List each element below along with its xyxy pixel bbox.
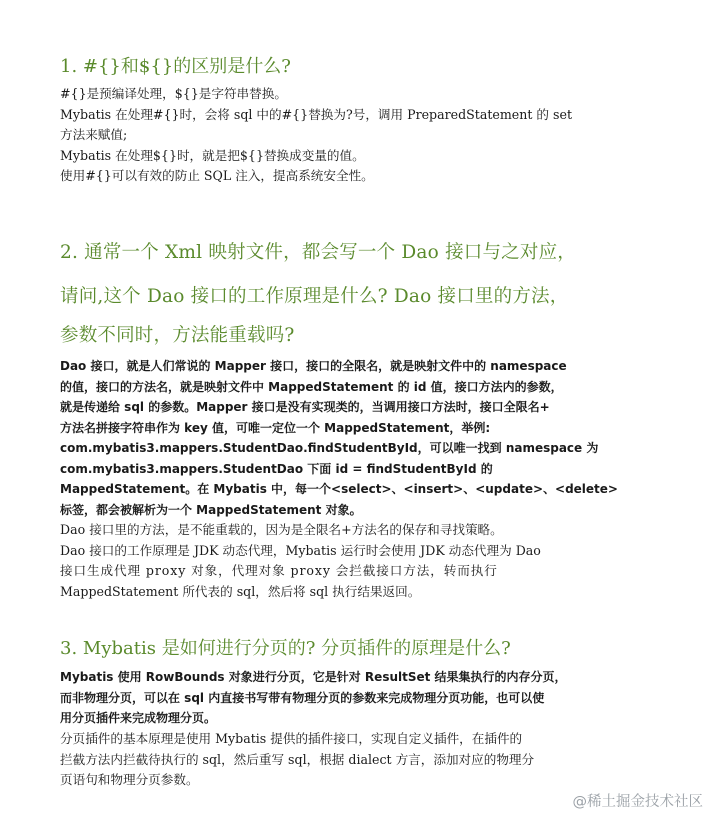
section-2-heading-line: 请问,这个 Dao 接口的工作原理是什么? Dao 接口里的方法， (60, 286, 569, 307)
section-2-line: Dao 接口的工作原理是 JDK 动态代理，Mybatis 运行时会使用 JDK 动态代理为 Dao (60, 542, 541, 558)
section-3-line: 页语句和物理分页参数。 (60, 772, 199, 787)
section-2-heading-line: 参数不同时，方法能重载吗? (60, 325, 295, 346)
section-2-bold-line: com.mybatis3.mappers.StudentDao.findStudentById，可以唯一找到 namespace 为 (60, 441, 599, 455)
section-1-line: 使用#{}可以有效的防止 SQL 注入，提高系统安全性。 (60, 168, 374, 183)
section-2-heading-line: 2. 通常一个 Xml 映射文件，都会写一个 Dao 接口与之对应， (60, 242, 576, 263)
section-2-bold-line: 标签，都会被解析为一个 MappedStatement 对象。 (60, 502, 362, 517)
section-2-bold-line: 就是传递给 sql 的参数。Mapper 接口是没有实现类的，当调用接口方法时，接口全限名+ (60, 400, 550, 414)
section-1-line: Mybatis 在处理${}时，就是把${}替换成变量的值。 (60, 147, 365, 163)
section-2-line: MappedStatement 所代表的 sql，然后将 sql 执行结果返回。 (60, 583, 421, 599)
section-1-line: 方法来赋值; (60, 127, 128, 142)
section-2-bold-line: com.mybatis3.mappers.StudentDao 下面 id = findStudentById 的 (60, 461, 493, 476)
section-3-line: 分页插件的基本原理是使用 Mybatis 提供的插件接口，实现自定义插件，在插件的 (60, 731, 523, 746)
watermark: @稀土掘金技术社区 (572, 794, 703, 810)
section-3-bold-line: Mybatis 使用 RowBounds 对象进行分页，它是针对 ResultSet 结果集执行的内存分页， (60, 670, 567, 684)
section-3-heading: 3. Mybatis 是如何进行分页的? 分页插件的原理是什么? (60, 638, 511, 659)
section-2-bold-line: Dao 接口，就是人们常说的 Mapper 接口，接口的全限名，就是映射文件中的 namespace (60, 359, 567, 373)
section-3-line: 拦截方法内拦截待执行的 sql，然后重写 sql，根据 dialect 方言，添加对应的物理分 (60, 751, 535, 767)
section-3-bold-line: 用分页插件来完成物理分页。 (60, 711, 217, 725)
section-2-bold-line: MappedStatement。在 Mybatis 中，每一个<select>、<insert>、<update>、<delete> (60, 482, 618, 496)
section-1-heading: 1. #{}和${}的区别是什么? (60, 56, 291, 77)
section-2-line: 接口生成代理 proxy 对象，代理对象 proxy 会拦截接口方法，转而执行 (60, 563, 498, 578)
section-2-line: Dao 接口里的方法，是不能重载的，因为是全限名+方法名的保存和寻找策略。 (60, 522, 503, 537)
section-3-bold-line: 而非物理分页，可以在 sql 内直接书写带有物理分页的参数来完成物理分页功能，也可以使 (60, 690, 545, 705)
section-2-bold-line: 的值，接口的方法名，就是映射文件中 MappedStatement 的 id 值，接口方法内的参数， (60, 379, 563, 394)
section-1-line: #{}是预编译处理，${}是字符串替换。 (60, 86, 287, 101)
section-1-line: Mybatis 在处理#{}时，会将 sql 中的#{}替换为?号，调用 PreparedStatement 的 set (60, 106, 573, 122)
section-2-bold-line: 方法名拼接字符串作为 key 值，可唯一定位一个 MappedStatement，举例: (60, 420, 491, 435)
